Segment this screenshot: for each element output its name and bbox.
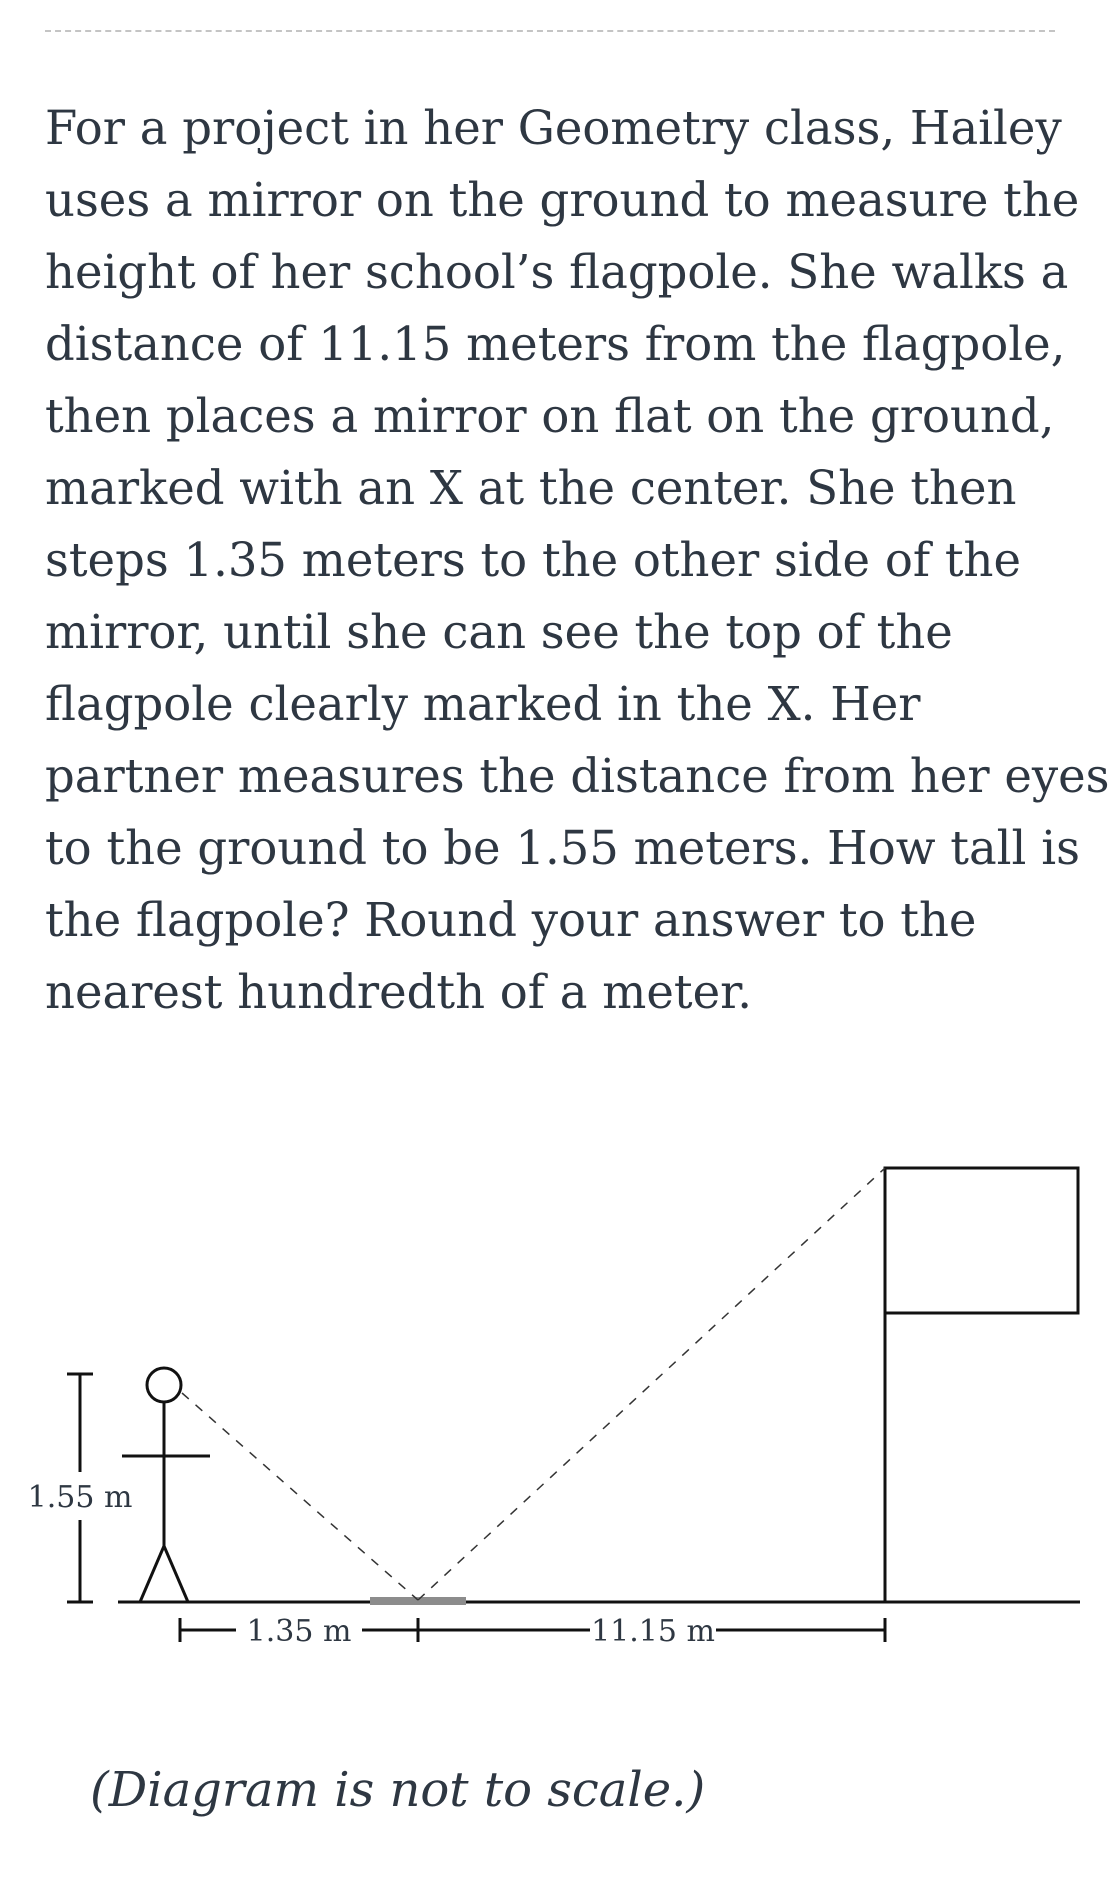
sight-line-mirror-to-flag: [418, 1168, 885, 1600]
problem-line: then places a mirror on flat on the ground,: [45, 389, 1055, 443]
problem-line: steps 1.35 meters to the other side of the: [45, 533, 1021, 587]
problem-line: to the ground to be 1.55 meters. How tall is: [45, 821, 1080, 875]
top-divider: [45, 30, 1055, 32]
flagpole-diagram: [0, 1140, 1116, 1680]
person-to-mirror-label: 1.35 m: [246, 1614, 352, 1649]
person-head: [147, 1368, 181, 1402]
mirror: [370, 1597, 466, 1605]
problem-line: marked with an X at the center. She then: [45, 461, 1017, 515]
problem-line: For a project in her Geometry class, Hailey: [45, 101, 1062, 155]
problem-line: height of her school’s flagpole. She walks a: [45, 245, 1069, 299]
problem-line: flagpole clearly marked in the X. Her: [45, 677, 921, 731]
mirror-to-pole-label: 11.15 m: [591, 1614, 715, 1649]
diagram-caption: (Diagram is not to scale.): [90, 1762, 706, 1818]
problem-line: mirror, until she can see the top of the: [45, 605, 953, 659]
flagpole: [885, 1168, 1078, 1602]
problem-line: nearest hundredth of a meter.: [45, 965, 753, 1019]
problem-line: distance of 11.15 meters from the flagpole,: [45, 317, 1066, 371]
sight-line-eye-to-mirror: [182, 1393, 418, 1600]
problem-line: uses a mirror on the ground to measure the: [45, 173, 1080, 227]
flag: [885, 1168, 1078, 1313]
problem-line: partner measures the distance from her eyes: [45, 749, 1110, 803]
problem-text: [45, 92, 1110, 1028]
person-figure: [122, 1368, 210, 1602]
problem-line: the flagpole? Round your answer to the: [45, 893, 977, 947]
height-label: 1.55 m: [27, 1480, 133, 1515]
